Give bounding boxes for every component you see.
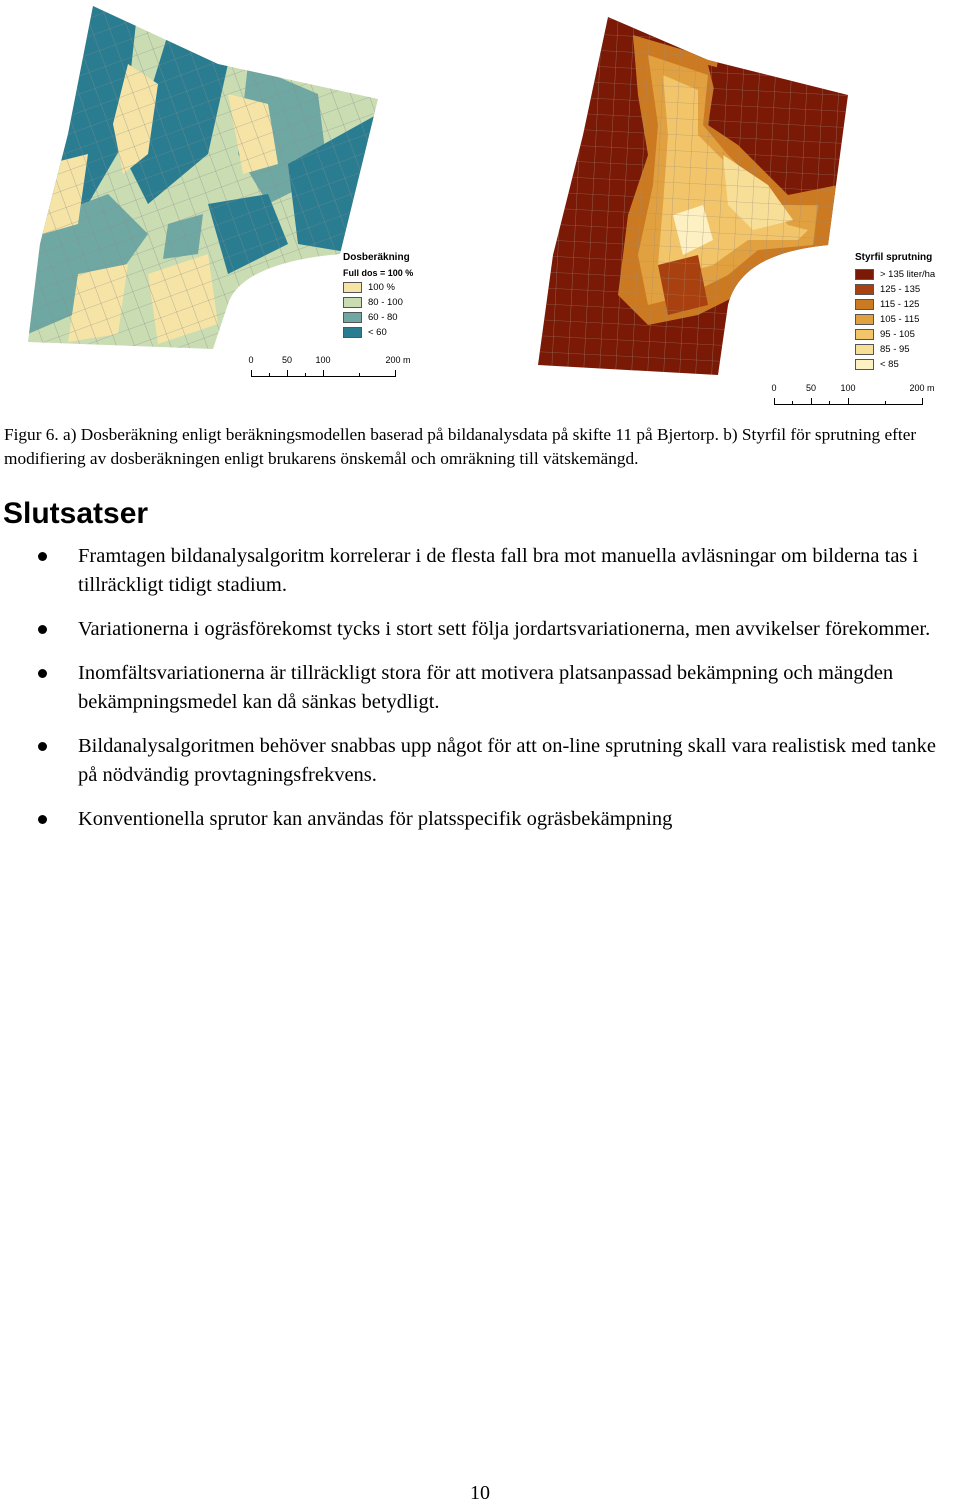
map-b-styrfil	[538, 15, 858, 375]
scale-label: 50	[805, 383, 817, 393]
legend-swatch	[855, 344, 874, 355]
legend-item: < 60	[343, 325, 453, 340]
legend-swatch	[343, 312, 362, 323]
bullet-icon	[38, 552, 47, 561]
figure-6	[0, 0, 960, 415]
scale-label: 0	[771, 383, 777, 393]
scale-label: 200 m	[385, 355, 411, 365]
map-a-dosberakning	[28, 4, 383, 359]
list-item: Konventionella sprutor kan användas för platsspecifik ogräsbekämpning	[0, 805, 948, 834]
map-b-legend	[855, 252, 960, 372]
legend-swatch	[855, 269, 874, 280]
legend-item: 105 - 115	[855, 312, 960, 327]
map-b-scale-bar	[768, 383, 948, 409]
legend-swatch	[855, 314, 874, 325]
legend-swatch	[343, 327, 362, 338]
legend-swatch	[855, 329, 874, 340]
legend-swatch	[343, 297, 362, 308]
bullet-icon	[38, 625, 47, 634]
bullet-icon	[38, 669, 47, 678]
bullet-icon	[38, 815, 47, 824]
legend-item: 95 - 105	[855, 327, 960, 342]
legend-item: 125 - 135	[855, 282, 960, 297]
map-a-legend	[343, 252, 453, 340]
bullet-icon	[38, 742, 47, 751]
scale-label: 100	[315, 355, 331, 365]
map-a-legend-subtitle: Full dos = 100 %	[343, 268, 414, 278]
page-number: 10	[470, 1482, 490, 1504]
scale-label: 200 m	[909, 383, 935, 393]
legend-item: < 85	[855, 357, 960, 372]
scale-label: 50	[281, 355, 293, 365]
legend-item: 80 - 100	[343, 295, 453, 310]
list-item: Inomfältsvariationerna är tillräckligt stora för att motivera platsanpassad bekämpning och mängden bekämpningsmedel kan då sänkas betydligt.	[0, 659, 948, 717]
map-b-legend-title: Styrfil sprutning	[855, 252, 933, 263]
map-a-legend-title: Dosberäkning	[343, 252, 410, 263]
legend-item: 100 %	[343, 280, 453, 295]
legend-item: 85 - 95	[855, 342, 960, 357]
legend-swatch	[855, 284, 874, 295]
figure-caption: Figur 6. a) Dosberäkning enligt beräkningsmodellen baserad på bildanalysdata på skifte 11 på Bjertorp. b) Styrfil för sprutning efter modifiering av dosberäkningen enligt brukarens önskemål och omräkning till vätskemängd.	[4, 425, 917, 468]
list-item: Variationerna i ogräsförekomst tycks i stort sett följa jordartsvariationerna, men avvikelser förekommer.	[0, 615, 948, 644]
legend-swatch	[343, 282, 362, 293]
scale-label: 0	[248, 355, 254, 365]
legend-swatch	[855, 299, 874, 310]
list-item: Bildanalysalgoritmen behöver snabbas upp något för att on-line sprutning skall vara realistisk med tanke på nödvändig provtagningsfrekvens.	[0, 732, 948, 790]
legend-item: > 135 liter/ha	[855, 267, 960, 282]
legend-item: 115 - 125	[855, 297, 960, 312]
scale-label: 100	[840, 383, 856, 393]
legend-swatch	[855, 359, 874, 370]
map-a-scale-bar	[245, 355, 415, 381]
list-item: Framtagen bildanalysalgoritm korrelerar i de flesta fall bra mot manuella avläsningar om bilderna tas i tillräckligt tidigt stadium.	[0, 542, 948, 600]
conclusions-list	[0, 542, 960, 849]
section-heading: Slutsatser	[3, 497, 149, 530]
legend-item: 60 - 80	[343, 310, 453, 325]
